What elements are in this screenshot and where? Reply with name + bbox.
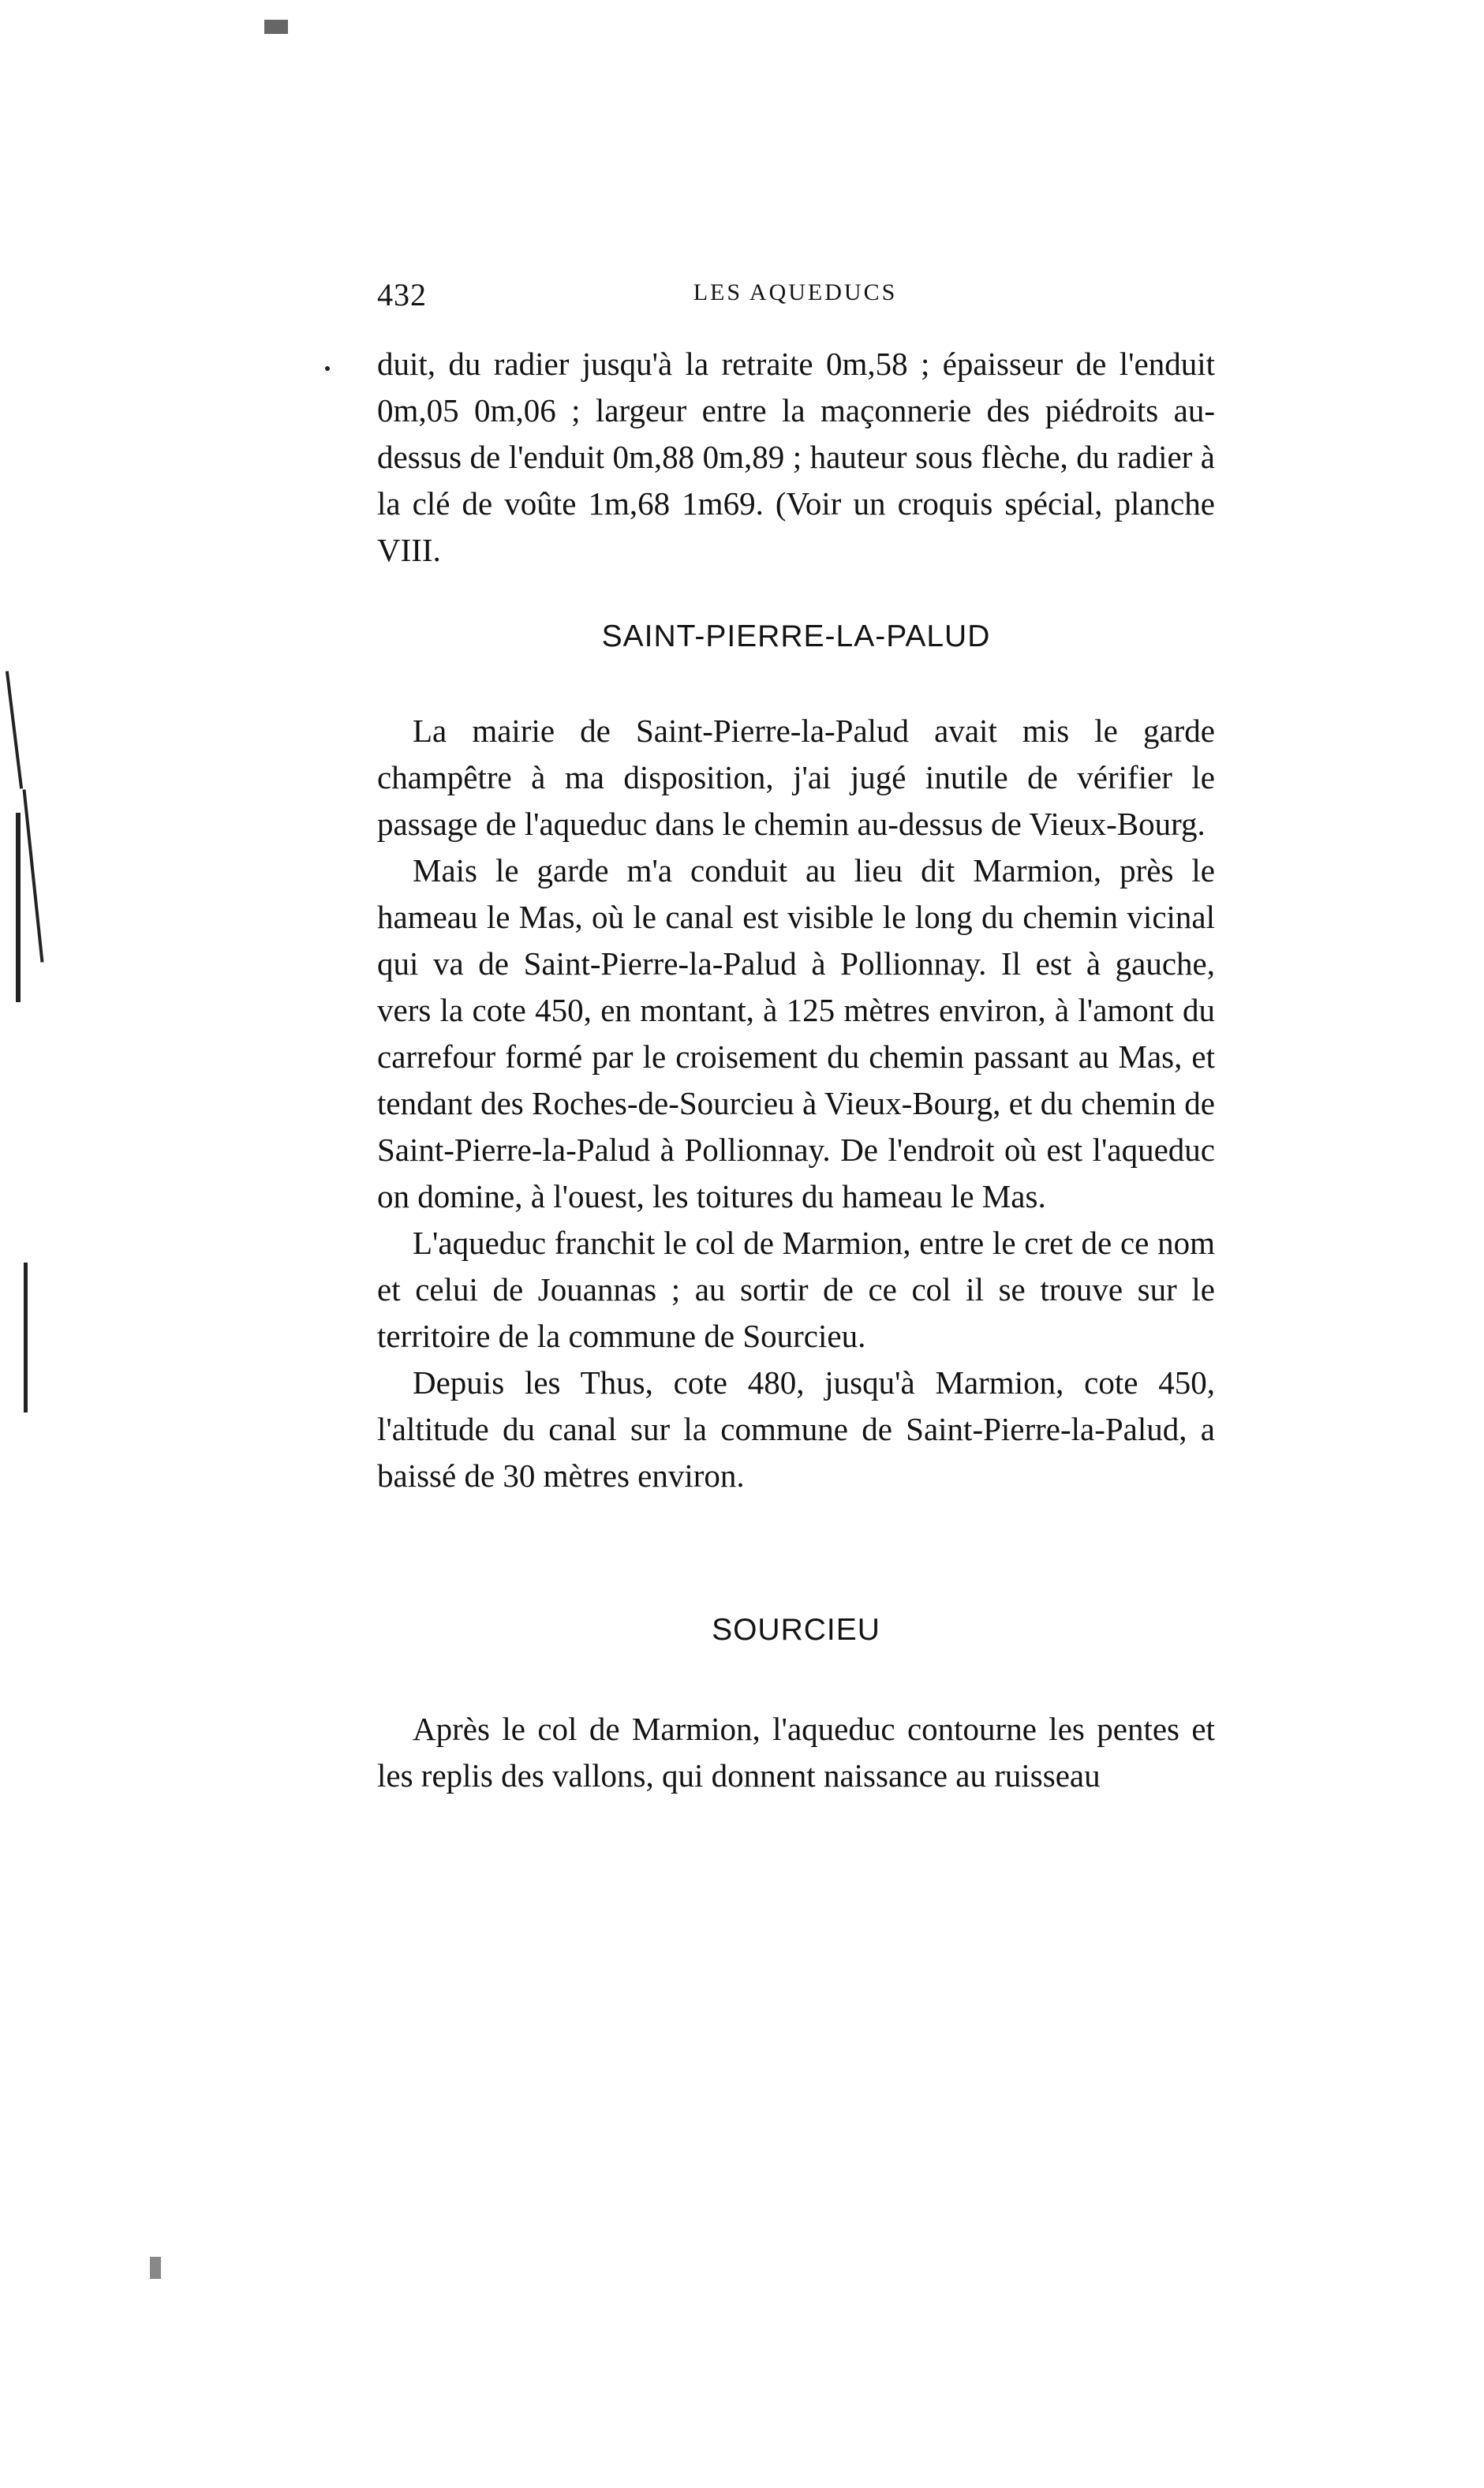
scan-artifact: [23, 789, 44, 962]
section-heading-saint-pierre-la-palud: SAINT-PIERRE-LA-PALUD: [601, 619, 991, 653]
paragraph: Depuis les Thus, cote 480, jusqu'à Marmion, cote 450, l'altitude du canal sur la commune de Saint-Pierre-la-Palud, a baissé de 30 mètres environ.: [377, 1364, 1215, 1494]
scan-artifact: [6, 671, 23, 788]
paragraph: Après le col de Marmion, l'aqueduc contourne les pentes et les replis des vallons, qui donnent naissance au ruisseau: [377, 1711, 1215, 1794]
scan-artifact: [325, 366, 330, 371]
running-title: LES AQUEDUCS: [693, 279, 898, 305]
page-header: [377, 276, 1213, 316]
page-number: 432: [377, 277, 427, 312]
paragraph: La mairie de Saint-Pierre-la-Palud avait mis le garde champêtre à ma disposition, j'ai jugé inutile de vérifier le passage de l'aqueduc dans le chemin au-dessus de Vieux-Bourg.: [377, 713, 1215, 842]
section-body-sourcieu: [377, 1706, 1215, 1799]
section-body-saint-pierre-la-palud: [377, 708, 1215, 1499]
scan-artifact: [24, 1263, 28, 1412]
paragraph: duit, du radier jusqu'à la retraite 0m,58 ; épaisseur de l'enduit 0m,05 0m,06 ; largeur entre la maçonnerie des piédroits au-dessus de l'enduit 0m,88 0m,89 ; hauteur sous flèche, du radier à la clé de voûte 1m,68 1m69. (Voir un croquis spécial, planche VIII.: [377, 346, 1215, 568]
paragraph: Mais le garde m'a conduit au lieu dit Marmion, près le hameau le Mas, où le canal est visible le long du chemin vicinal qui va de Saint-Pierre-la-Palud à Pollionnay. Il est à gauche, vers la cote 450, en montant, à 125 mètres environ, à l'amont du carrefour formé par le croisement du chemin passant au Mas, et tendant des Roches-de-Sourcieu à Vieux-Bourg, et du chemin de Saint-Pierre-la-Palud à Pollionnay. De l'endroit où est l'aqueduc on domine, à l'ouest, les toitures du hameau le Mas.: [377, 852, 1215, 1214]
scan-artifact: [16, 813, 21, 1002]
scan-artifact: [264, 20, 288, 34]
paragraph: L'aqueduc franchit le col de Marmion, entre le cret de ce nom et celui de Jouannas ; au sortir de ce col il se trouve sur le territoire de la commune de Sourcieu.: [377, 1225, 1215, 1354]
section-heading-sourcieu: SOURCIEU: [712, 1613, 880, 1647]
continued-text-block: [377, 341, 1215, 574]
scan-artifact: [150, 2257, 161, 2279]
